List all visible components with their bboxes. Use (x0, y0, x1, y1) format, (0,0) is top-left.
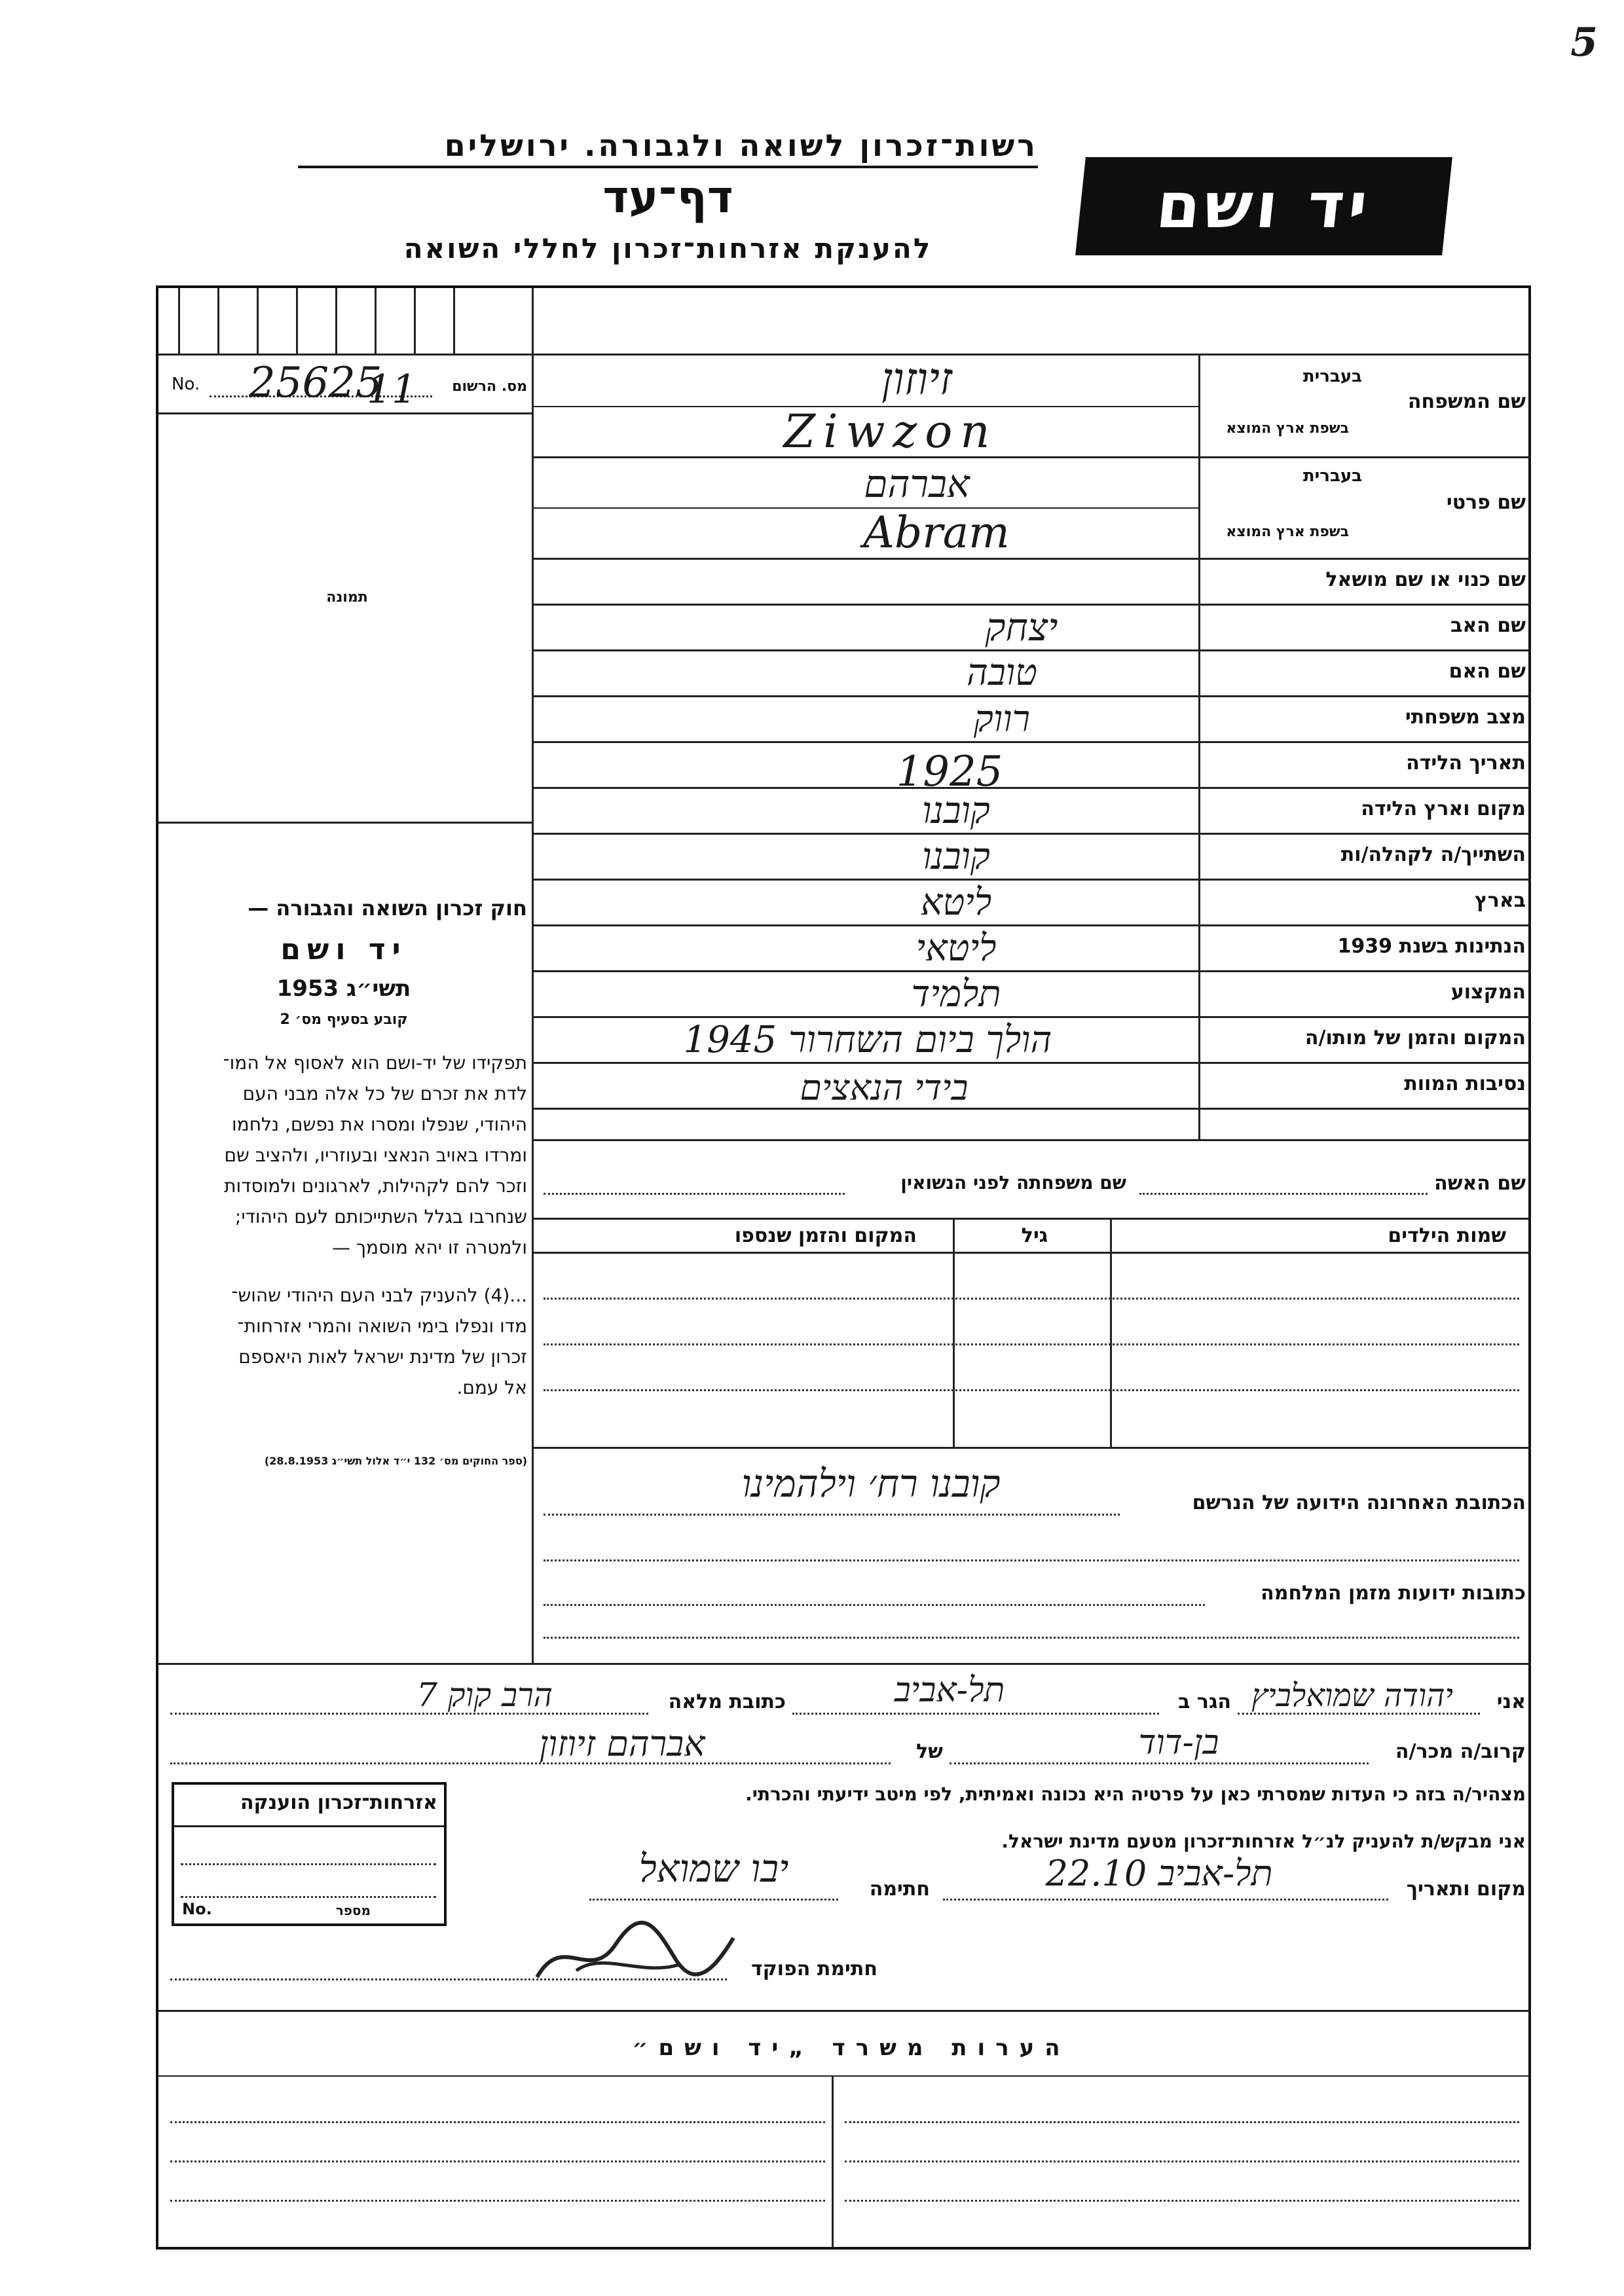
registration-no-suffix: 11 (367, 367, 417, 412)
registration-he-label: מס. הרשום (452, 378, 527, 395)
label-ani: אני (1496, 1690, 1526, 1713)
label-first-hebrew: בעברית (1302, 466, 1362, 486)
code-boxes (158, 288, 532, 354)
law-footnote: (ספר החוקים מס׳ 132 י״ד אלול תשי״ג 28.8.1953) (264, 1455, 527, 1467)
value-mother: טובה (967, 651, 1037, 694)
label-lives-in: הגר ב (1178, 1690, 1231, 1713)
value-profession: תלמיד (911, 973, 1001, 1015)
corner-mark: 5 (1570, 20, 1598, 65)
label-wartime-addresses: כתובות ידועות מזמן המלחמה (1261, 1582, 1526, 1605)
citizenship-box-title: אזרחות־זכרון הוענקה (240, 1791, 437, 1814)
label-first-origin: בשפת ארץ המוצא (1226, 524, 1349, 540)
value-full-address: הרב קוק 7 (416, 1676, 553, 1714)
law-name: יד ושם (280, 933, 407, 966)
value-citizenship: ליטאי (915, 927, 997, 970)
label-citizenship: הנתינות בשנת 1939 (1337, 935, 1526, 958)
law-line: אל עמם. (456, 1377, 527, 1398)
label-father: שם האב (1450, 614, 1526, 637)
value-country: ליטא (920, 881, 992, 924)
label-first-name: שם פרטי (1446, 491, 1526, 514)
label-wife: שם האשה (1434, 1172, 1526, 1195)
law-line: היהודי, שנפלו ומסרו את נפשם, נלחמו (232, 1114, 527, 1135)
value-birth-place: קובנו (922, 790, 990, 832)
value-death-place: הולך ביום השחרור 1945 (683, 1019, 1052, 1061)
label-community: השתייך/ה לקהלה/ות (1340, 843, 1526, 866)
label-profession: המקצוע (1450, 981, 1526, 1004)
value-father: יצחק (985, 605, 1058, 649)
statement-text: מצהיר/ה בזה כי העדות שמסרתי כאן על פרטיה היא נכונה ואמיתית, לפי מיטב ידיעתי והכרתי. (745, 1783, 1526, 1805)
registration-no-label: No. (172, 374, 200, 394)
law-line: תפקידו של יד-ושם הוא לאסוף אל המו־ (223, 1052, 527, 1074)
value-marital: רווק (973, 698, 1031, 740)
label-country: בארץ (1474, 889, 1526, 912)
value-first-name-he: אברהם (864, 462, 970, 506)
label-family-hebrew: בעברית (1302, 367, 1362, 386)
law-title: חוק זכרון השואה והגבורה — (248, 896, 527, 920)
office-notes-title: הערות משרד „יד ושם״ (632, 2035, 1071, 2061)
law-paragraph-1 (160, 1048, 527, 1263)
law-line: וזכר להם לקהילות, לארגונים ולמוסדות (224, 1175, 527, 1197)
value-place-date: תל-אביב 22.10 (1045, 1853, 1273, 1894)
label-relation: קרוב/ה מכר/ה (1395, 1740, 1526, 1763)
law-year: תשי״ג 1953 (276, 975, 411, 1002)
value-city: תל-אביב (894, 1671, 1005, 1710)
request-text: אני מבקש/ת להעניק לנ״ל אזרחות־זכרון מטעם מדינת ישראל. (1001, 1831, 1526, 1852)
label-birth-date: תאריך הלידה (1406, 752, 1526, 774)
value-last-address: קובנו רח׳ וילהמינו (741, 1461, 1001, 1506)
form-title: דף־עד (602, 172, 733, 223)
label-officer-signature: חתימת הפוקד (751, 1958, 877, 1980)
value-death-circ: בידי הנאצים (800, 1067, 969, 1108)
value-of-name: אברהם זיוזון (539, 1723, 705, 1764)
logo-text: יד ושם (1153, 169, 1375, 242)
value-signature: יבו שמואל (638, 1846, 789, 1891)
authority-title: רשות־זכרון לשואה ולגבורה. ירושלים (298, 128, 1038, 168)
value-first-name-orig: Abram (863, 507, 1010, 558)
law-paragraph-2 (160, 1280, 527, 1403)
value-community: קובנו (922, 835, 990, 878)
label-mother: שם האם (1449, 660, 1526, 683)
law-line: שנחרבו בגלל השתייכותם לעם היהודי; (234, 1206, 527, 1228)
value-relation: בן-דוד (1138, 1723, 1219, 1762)
law-line: ולמטרה זו יהא מוסמך — (332, 1237, 527, 1258)
label-nickname: שם כנוי או שם מושאל (1325, 568, 1526, 591)
label-death-circ: נסיבות המוות (1404, 1072, 1526, 1095)
label-death-place: המקום והזמן של מותו/ה (1304, 1027, 1526, 1049)
col-place-time: המקום והזמן שנספו (734, 1224, 917, 1247)
law-line: ומרדו באויב הנאצי ובעוזריו, ולהציב שם (224, 1144, 527, 1166)
label-full-address: כתובת מלאה (668, 1690, 786, 1713)
law-line: לדת את זכרם של כל אלה מבני העם (242, 1083, 527, 1104)
label-place-date: מקום ותאריך (1406, 1878, 1526, 1901)
yad-vashem-logo (1075, 157, 1452, 255)
citizenship-number-label: מספר (335, 1903, 371, 1918)
label-maiden: שם משפחתה לפני הנשואין (900, 1172, 1126, 1194)
label-family-name: שם המשפחה (1407, 390, 1526, 413)
label-birth-place: מקום וארץ הלידה (1361, 797, 1526, 820)
label-marital: מצב משפחתי (1405, 706, 1526, 729)
law-line: ...(4) להעניק לבני העם היהודי שהוש־ (231, 1285, 527, 1306)
label-family-origin: בשפת ארץ המוצא (1226, 420, 1349, 437)
col-children-names: שמות הילדים (1388, 1224, 1506, 1247)
citizenship-no-label: No. (182, 1900, 212, 1918)
value-declarant-name: יהודה שמואלביץ (1251, 1677, 1453, 1714)
value-family-name-he: זיוזון (881, 354, 952, 405)
label-of: של (916, 1740, 943, 1763)
law-line: מדו ונפלו בימי השואה והמרי אזרחות־ (237, 1315, 527, 1337)
col-age: גיל (1021, 1224, 1048, 1247)
photo-label: תמונה (326, 589, 368, 606)
form-subtitle: להענקת אזרחות־זכרון לחללי השואה (403, 232, 932, 264)
label-last-address: הכתובת האחרונה הידועה של הנרשם (1192, 1491, 1526, 1514)
citizenship-granted-box (172, 1782, 447, 1926)
law-section: קובע בסעיף מס׳ 2 (280, 1011, 408, 1028)
law-line: זכרון של מדינת ישראל לאות היאספם (238, 1346, 527, 1368)
value-birth-date: 1925 (896, 748, 1003, 796)
value-family-name-orig: Ziwzon (783, 405, 998, 458)
registration-no-value: 25625 (249, 359, 382, 407)
label-signature: חתימה (869, 1878, 930, 1901)
